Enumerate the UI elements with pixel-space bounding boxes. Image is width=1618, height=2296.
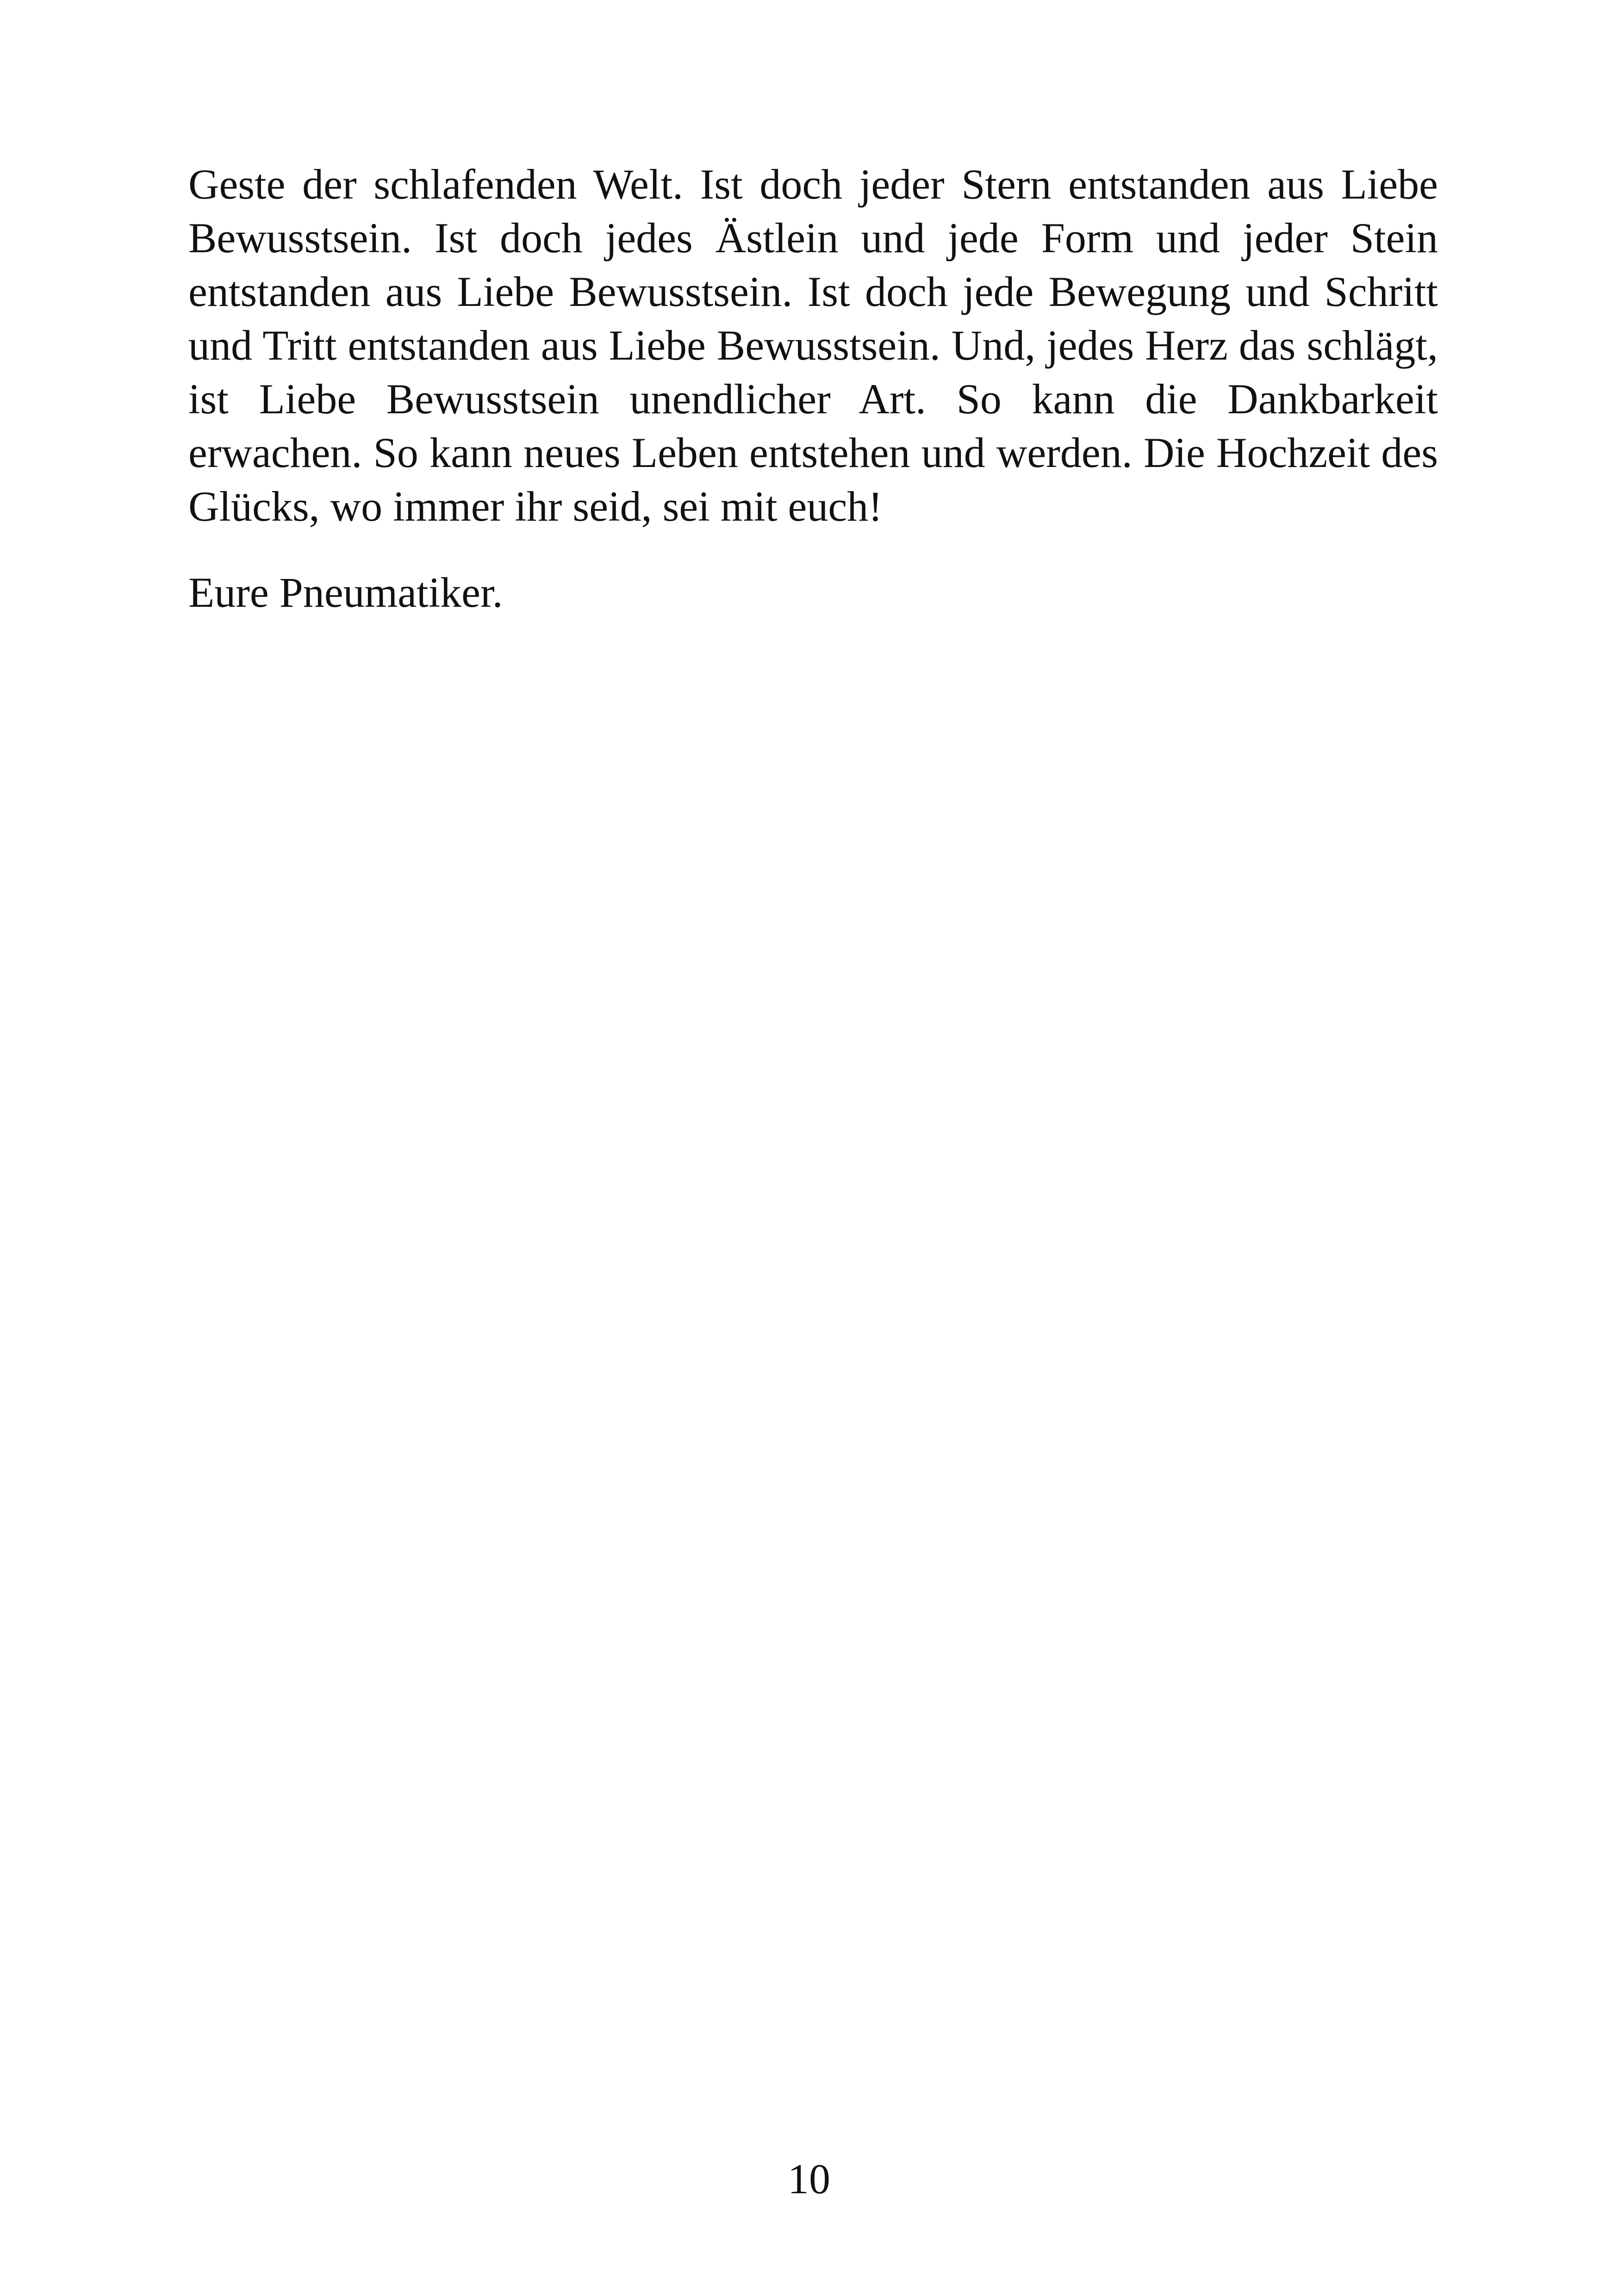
signature: Eure Pneumatiker. bbox=[188, 569, 503, 616]
paragraph-line-5: ist Liebe Bewusstsein unendlicher Art. So kann die Dankbarkeit bbox=[188, 375, 1438, 423]
paragraph-line-6: erwachen. So kann neues Leben entstehen und werden. Die Hochzeit des bbox=[188, 429, 1438, 476]
page-number: 10 bbox=[788, 2155, 830, 2203]
paragraph-line-4: und Tritt entstanden aus Liebe Bewusstsein. Und, jedes Herz das schlägt, bbox=[188, 322, 1438, 369]
paragraph-spacer bbox=[188, 533, 1438, 566]
paragraph-line-2: Bewusstsein. Ist doch jedes Ästlein und jede Form und jeder Stein bbox=[188, 214, 1438, 261]
paragraph bbox=[188, 157, 1438, 533]
paragraph-line-1: Geste der schlafenden Welt. Ist doch jeder Stern entstanden aus Liebe bbox=[188, 161, 1438, 208]
body-text bbox=[188, 157, 1438, 619]
paragraph-line-7: Glücks, wo immer ihr seid, sei mit euch! bbox=[188, 483, 883, 530]
paragraph-line-3: entstanden aus Liebe Bewusstsein. Ist doch jede Bewegung und Schritt bbox=[188, 268, 1438, 315]
